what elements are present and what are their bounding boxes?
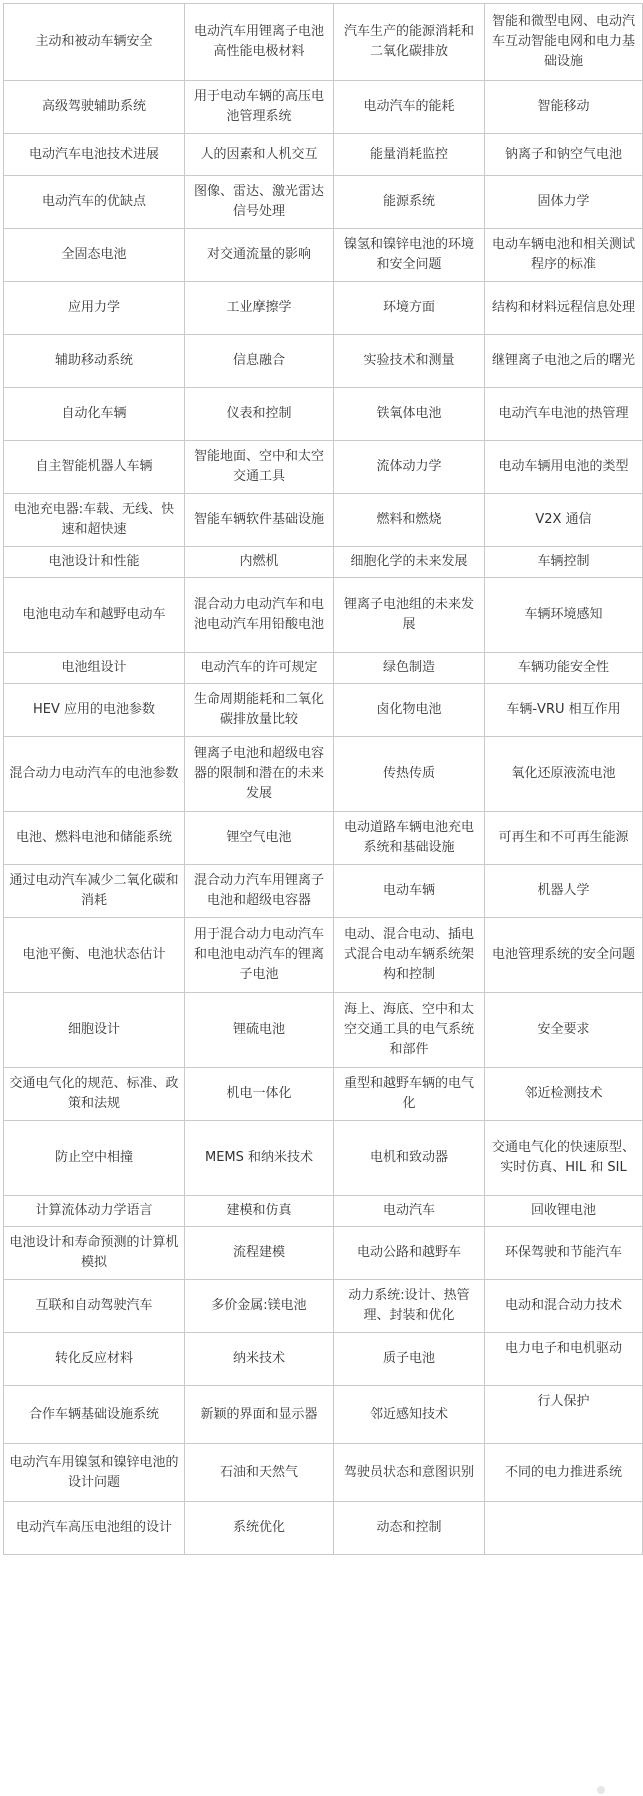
- cell-text: HEV 应用的电池参数: [32, 702, 155, 717]
- table-cell: [334, 1196, 485, 1227]
- cell-text: 混合动力电动汽车和电池电动汽车用铅酸电池: [193, 597, 324, 632]
- cell-text: 能量消耗监控: [369, 146, 448, 162]
- table-row: [4, 494, 643, 547]
- table-cell: [185, 684, 334, 737]
- cell-text: 电动车辆: [382, 883, 435, 898]
- cell-text: 动力系统:设计、热管理、封装和优化: [348, 1288, 470, 1323]
- cell-text: 镍氢和镍锌电池的环境和安全问题: [343, 237, 474, 272]
- cell-text: 自主智能机器人车辆: [35, 459, 153, 474]
- table-cell: [185, 388, 334, 441]
- cell-text: 对交通流量的影响: [206, 247, 311, 262]
- cell-text: 电动汽车电池技术进展: [28, 146, 159, 162]
- cell-text: 电机和致动器: [369, 1150, 448, 1165]
- cell-text: 电池、燃料电池和储能系统: [15, 830, 172, 845]
- table-cell: [185, 547, 334, 578]
- table-cell: [334, 737, 485, 812]
- topics-table: [3, 3, 643, 1555]
- cell-text: 主动和被动车辆安全: [35, 34, 153, 49]
- table-cell: [185, 578, 334, 653]
- table-cell: [334, 865, 485, 918]
- table-cell: [485, 282, 643, 335]
- cell-text: 混合动力汽车用锂离子电池和超级电容器: [193, 873, 324, 908]
- table-cell: [485, 578, 643, 653]
- cell-text: 安全要求: [537, 1022, 590, 1037]
- cell-text: 交通电气化的快速原型、实时仿真、HIL 和 SIL: [491, 1140, 635, 1175]
- cell-text: 转化反应材料: [54, 1351, 133, 1366]
- table-cell: [485, 229, 643, 282]
- cell-text: 电池管理系统的安全问题: [491, 947, 635, 962]
- table-cell: [4, 547, 185, 578]
- table-row: [4, 1121, 643, 1196]
- cell-text: 互联和自动驾驶汽车: [35, 1298, 153, 1313]
- table-cell: [4, 176, 185, 229]
- cell-text: 电动车辆用电池的类型: [498, 459, 629, 474]
- table-cell: [485, 1068, 643, 1121]
- table-cell: [334, 282, 485, 335]
- cell-text: 电动汽车: [382, 1203, 435, 1218]
- cell-text: 辅助移动系统: [54, 353, 133, 368]
- table-row: [4, 547, 643, 578]
- table-cell: [4, 653, 185, 684]
- table-cell: [185, 494, 334, 547]
- table-cell: [334, 1280, 485, 1333]
- table-row: [4, 737, 643, 812]
- cell-text: 电动公路和越野车: [356, 1245, 461, 1260]
- cell-text: 汽车生产的能源消耗和二氧化碳排放: [343, 24, 474, 59]
- cell-text: 电池设计和寿命预测的计算机模拟: [9, 1235, 179, 1270]
- table-row: [4, 335, 643, 388]
- table-cell: [334, 918, 485, 993]
- table-cell: [185, 1333, 334, 1386]
- table-cell: [185, 1386, 334, 1444]
- table-cell: [485, 81, 643, 134]
- table-cell: [485, 1333, 643, 1386]
- table-cell: [185, 918, 334, 993]
- table-cell: [485, 441, 643, 494]
- cell-text: 细胞设计: [67, 1022, 120, 1037]
- table-cell: [185, 134, 334, 176]
- table-cell: [185, 865, 334, 918]
- cell-text: 流体动力学: [376, 459, 442, 474]
- cell-text: 结构和材料远程信息处理: [491, 300, 635, 315]
- table-cell: [485, 1280, 643, 1333]
- cell-text: 电动和混合动力技术: [504, 1298, 622, 1313]
- cell-text: 电动汽车的优缺点: [41, 194, 146, 209]
- table-row: [4, 282, 643, 335]
- cell-text: 车辆-VRU 相互作用: [506, 702, 621, 717]
- cell-text: 电池设计和性能: [48, 554, 140, 569]
- cell-text: 内燃机: [239, 554, 279, 569]
- cell-text: 传热传质: [382, 766, 435, 781]
- table-cell: [4, 737, 185, 812]
- table-cell: [4, 229, 185, 282]
- table-cell: [334, 1068, 485, 1121]
- table-row: [4, 229, 643, 282]
- cell-text: 计算流体动力学语言: [35, 1203, 153, 1218]
- cell-text: 邻近感知技术: [369, 1406, 448, 1422]
- cell-text: 系统优化: [232, 1520, 285, 1535]
- table-cell: [334, 812, 485, 865]
- cell-text: 行人保护: [537, 1394, 590, 1409]
- table-cell: [4, 1227, 185, 1280]
- cell-text: 自动化车辆: [61, 406, 127, 421]
- table-cell: [4, 1068, 185, 1121]
- cell-text: 应用力学: [67, 300, 120, 315]
- cell-text: 电池组设计: [61, 660, 127, 675]
- cell-text: 通过电动汽车减少二氧化碳和消耗: [9, 873, 179, 908]
- table-cell: [185, 653, 334, 684]
- table-cell: [185, 441, 334, 494]
- cell-text: 电动汽车用镍氢和镍锌电池的设计问题: [9, 1454, 179, 1490]
- cell-text: 动态和控制: [376, 1520, 442, 1535]
- table-cell: [4, 578, 185, 653]
- table-cell: [4, 335, 185, 388]
- table-row: [4, 812, 643, 865]
- table-cell: [185, 1280, 334, 1333]
- table-cell: [4, 993, 185, 1068]
- cell-text: 电池充电器:车载、无线、快速和超快速: [13, 502, 175, 537]
- table-cell: [334, 993, 485, 1068]
- table-cell: [334, 176, 485, 229]
- cell-text: 交通电气化的规范、标准、政策和法规: [9, 1076, 179, 1111]
- cell-text: 细胞化学的未来发展: [350, 554, 468, 569]
- table-cell: [485, 1502, 643, 1555]
- table-cell: [334, 547, 485, 578]
- cell-text: 车辆环境感知: [524, 607, 603, 622]
- cell-text: 氧化还原液流电池: [511, 766, 616, 781]
- table-cell: [334, 441, 485, 494]
- table-cell: [485, 335, 643, 388]
- cell-text: V2X 通信: [535, 512, 592, 527]
- table-row: [4, 578, 643, 653]
- table-cell: [185, 1444, 334, 1502]
- table-cell: [334, 229, 485, 282]
- table-row: [4, 441, 643, 494]
- table-cell: [185, 1227, 334, 1280]
- cell-text: 电动汽车用锂离子电池高性能电极材料: [193, 24, 324, 59]
- table-cell: [485, 1444, 643, 1502]
- table-cell: [334, 81, 485, 134]
- cell-text: 绿色制造: [382, 660, 435, 675]
- table-cell: [485, 388, 643, 441]
- cell-text: 卤化物电池: [376, 702, 442, 717]
- table-cell: [485, 993, 643, 1068]
- table-row: [4, 81, 643, 134]
- table-cell: [485, 865, 643, 918]
- table-cell: [4, 441, 185, 494]
- table-cell: [185, 993, 334, 1068]
- table-cell: [185, 176, 334, 229]
- table-cell: [485, 737, 643, 812]
- table-cell: [4, 494, 185, 547]
- cell-text: 铁氧体电池: [376, 406, 442, 421]
- table-cell: [334, 578, 485, 653]
- table-cell: [485, 176, 643, 229]
- table-row: [4, 134, 643, 176]
- cell-text: 质子电池: [382, 1351, 435, 1366]
- table-row: [4, 684, 643, 737]
- table-row: [4, 1502, 643, 1555]
- table-row: [4, 918, 643, 993]
- cell-text: 固体力学: [537, 194, 590, 209]
- cell-text: 高级驾驶辅助系统: [41, 99, 146, 114]
- cell-text: 智能和微型电网、电动汽车互动智能电网和电力基础设施: [491, 14, 635, 69]
- cell-text: 人的因素和人机交互: [200, 146, 318, 162]
- table-cell: [485, 1227, 643, 1280]
- table-cell: [185, 4, 334, 81]
- table-cell: [334, 1502, 485, 1555]
- cell-text: 防止空中相撞: [54, 1150, 133, 1165]
- table-cell: [4, 865, 185, 918]
- table-cell: [485, 1386, 643, 1444]
- table-cell: [485, 653, 643, 684]
- table-cell: [485, 547, 643, 578]
- cell-text: 回收锂电池: [530, 1203, 596, 1218]
- table-cell: [4, 388, 185, 441]
- cell-text: 可再生和不可再生能源: [498, 830, 629, 845]
- cell-text: 环境方面: [382, 300, 435, 315]
- cell-text: 工业摩擦学: [226, 300, 292, 315]
- cell-text: 智能车辆软件基础设施: [193, 512, 324, 527]
- cell-text: 电动汽车电池的热管理: [498, 406, 629, 421]
- cell-text: 电动道路车辆电池充电系统和基础设施: [343, 820, 474, 855]
- table-row: [4, 653, 643, 684]
- cell-text: 建模和仿真: [226, 1203, 292, 1218]
- table-cell: [485, 918, 643, 993]
- table-row: [4, 1386, 643, 1444]
- table-cell: [485, 494, 643, 547]
- table-cell: [485, 812, 643, 865]
- cell-text: 图像、雷达、激光雷达信号处理: [193, 184, 324, 219]
- cell-text: 锂硫电池: [232, 1022, 285, 1037]
- cell-text: 车辆功能安全性: [517, 660, 609, 675]
- table-cell: [4, 282, 185, 335]
- cell-text: 生命周期能耗和二氧化碳排放量比较: [193, 692, 324, 727]
- cell-text: 多价金属:镁电池: [211, 1298, 307, 1313]
- table-cell: [185, 335, 334, 388]
- table-cell: [4, 1121, 185, 1196]
- table-row: [4, 1068, 643, 1121]
- cell-text: 全固态电池: [61, 247, 127, 262]
- cell-text: 锂离子电池组的未来发展: [343, 597, 474, 632]
- cell-text: 继锂离子电池之后的曙光: [491, 353, 635, 368]
- cell-text: 新颖的界面和显示器: [200, 1406, 318, 1422]
- table-row: [4, 1280, 643, 1333]
- table-cell: [334, 388, 485, 441]
- cell-text: 用于混合动力电动汽车和电池电动汽车的锂离子电池: [193, 927, 324, 982]
- cell-text: 实验技术和测量: [363, 353, 455, 368]
- cell-text: 邻近检测技术: [524, 1086, 603, 1101]
- table-cell: [4, 1444, 185, 1502]
- table-cell: [334, 1444, 485, 1502]
- cell-text: 电池电动车和越野电动车: [22, 607, 166, 622]
- cell-text: 机电一体化: [226, 1086, 292, 1101]
- cell-text: 智能移动: [537, 99, 590, 114]
- cell-text: 车辆控制: [537, 554, 590, 569]
- cell-text: 仪表和控制: [226, 406, 292, 421]
- table-cell: [4, 918, 185, 993]
- table-cell: [185, 1068, 334, 1121]
- cell-text: 海上、海底、空中和太空交通工具的电气系统和部件: [343, 1002, 474, 1057]
- cell-text: 钠离子和钠空气电池: [504, 146, 622, 162]
- table-cell: [4, 1386, 185, 1444]
- table-cell: [4, 1196, 185, 1227]
- table-cell: [334, 653, 485, 684]
- table-cell: [334, 494, 485, 547]
- table-cell: [334, 684, 485, 737]
- table-cell: [334, 1333, 485, 1386]
- cell-text: 锂离子电池和超级电容器的限制和潜在的未来发展: [193, 746, 324, 801]
- cell-text: 驾驶员状态和意图识别: [343, 1464, 474, 1480]
- cell-text: 电动、混合电动、插电式混合电动车辆系统架构和控制: [343, 927, 474, 982]
- table-row: [4, 1196, 643, 1227]
- table-cell: [185, 812, 334, 865]
- table-row: [4, 865, 643, 918]
- cell-text: 电力电子和电机驱动: [504, 1341, 622, 1356]
- cell-text: 电动汽车高压电池组的设计: [15, 1520, 172, 1535]
- cell-text: 流程建模: [232, 1245, 285, 1260]
- cell-text: 电动汽车的能耗: [363, 99, 455, 114]
- table-cell: [185, 229, 334, 282]
- cell-text: 电动汽车的许可规定: [200, 660, 318, 675]
- cell-text: 机器人学: [537, 883, 590, 898]
- cell-text: 合作车辆基础设施系统: [28, 1406, 159, 1422]
- table-cell: [4, 1280, 185, 1333]
- table-row: [4, 1227, 643, 1280]
- table-cell: [4, 812, 185, 865]
- cell-text: 重型和越野车辆的电气化: [343, 1076, 474, 1111]
- table-row: [4, 4, 643, 81]
- cell-text: 石油和天然气: [219, 1464, 298, 1480]
- table-cell: [185, 81, 334, 134]
- table-cell: [4, 1502, 185, 1555]
- table-cell: [485, 684, 643, 737]
- cell-text: 用于电动车辆的高压电池管理系统: [193, 89, 324, 124]
- table-cell: [334, 1386, 485, 1444]
- cell-text: 纳米技术: [232, 1351, 285, 1366]
- table-cell: [185, 1196, 334, 1227]
- table-cell: [4, 134, 185, 176]
- table-cell: [4, 684, 185, 737]
- cell-text: 燃料和燃烧: [376, 512, 442, 527]
- table-row: [4, 993, 643, 1068]
- scroll-indicator[interactable]: [597, 1786, 605, 1794]
- cell-text: 混合动力电动汽车的电池参数: [9, 766, 179, 781]
- table-cell: [334, 4, 485, 81]
- table-cell: [185, 282, 334, 335]
- cell-text: 电池平衡、电池状态估计: [22, 947, 166, 962]
- table-cell: [334, 1121, 485, 1196]
- table-cell: [334, 134, 485, 176]
- cell-text: 信息融合: [232, 353, 285, 368]
- table-cell: [4, 1333, 185, 1386]
- table-cell: [185, 737, 334, 812]
- topics-table-body: [4, 4, 643, 1555]
- table-cell: [4, 81, 185, 134]
- table-row: [4, 1333, 643, 1386]
- table-row: [4, 1444, 643, 1502]
- table-cell: [185, 1121, 334, 1196]
- table-cell: [485, 4, 643, 81]
- table-row: [4, 388, 643, 441]
- cell-text: 电动车辆电池和相关测试程序的标准: [491, 237, 635, 272]
- table-cell: [485, 134, 643, 176]
- table-cell: [485, 1196, 643, 1227]
- table-cell: [334, 335, 485, 388]
- table-cell: [185, 1502, 334, 1555]
- cell-text: 锂空气电池: [226, 830, 292, 845]
- table-cell: [4, 4, 185, 81]
- table-cell: [485, 1121, 643, 1196]
- cell-text: MEMS 和纳米技术: [204, 1150, 314, 1165]
- cell-text: 不同的电力推进系统: [504, 1464, 622, 1480]
- cell-text: 智能地面、空中和太空交通工具: [193, 449, 324, 484]
- table-cell: [334, 1227, 485, 1280]
- table-row: [4, 176, 643, 229]
- cell-text: 环保驾驶和节能汽车: [504, 1245, 622, 1260]
- cell-text: 能源系统: [382, 194, 435, 209]
